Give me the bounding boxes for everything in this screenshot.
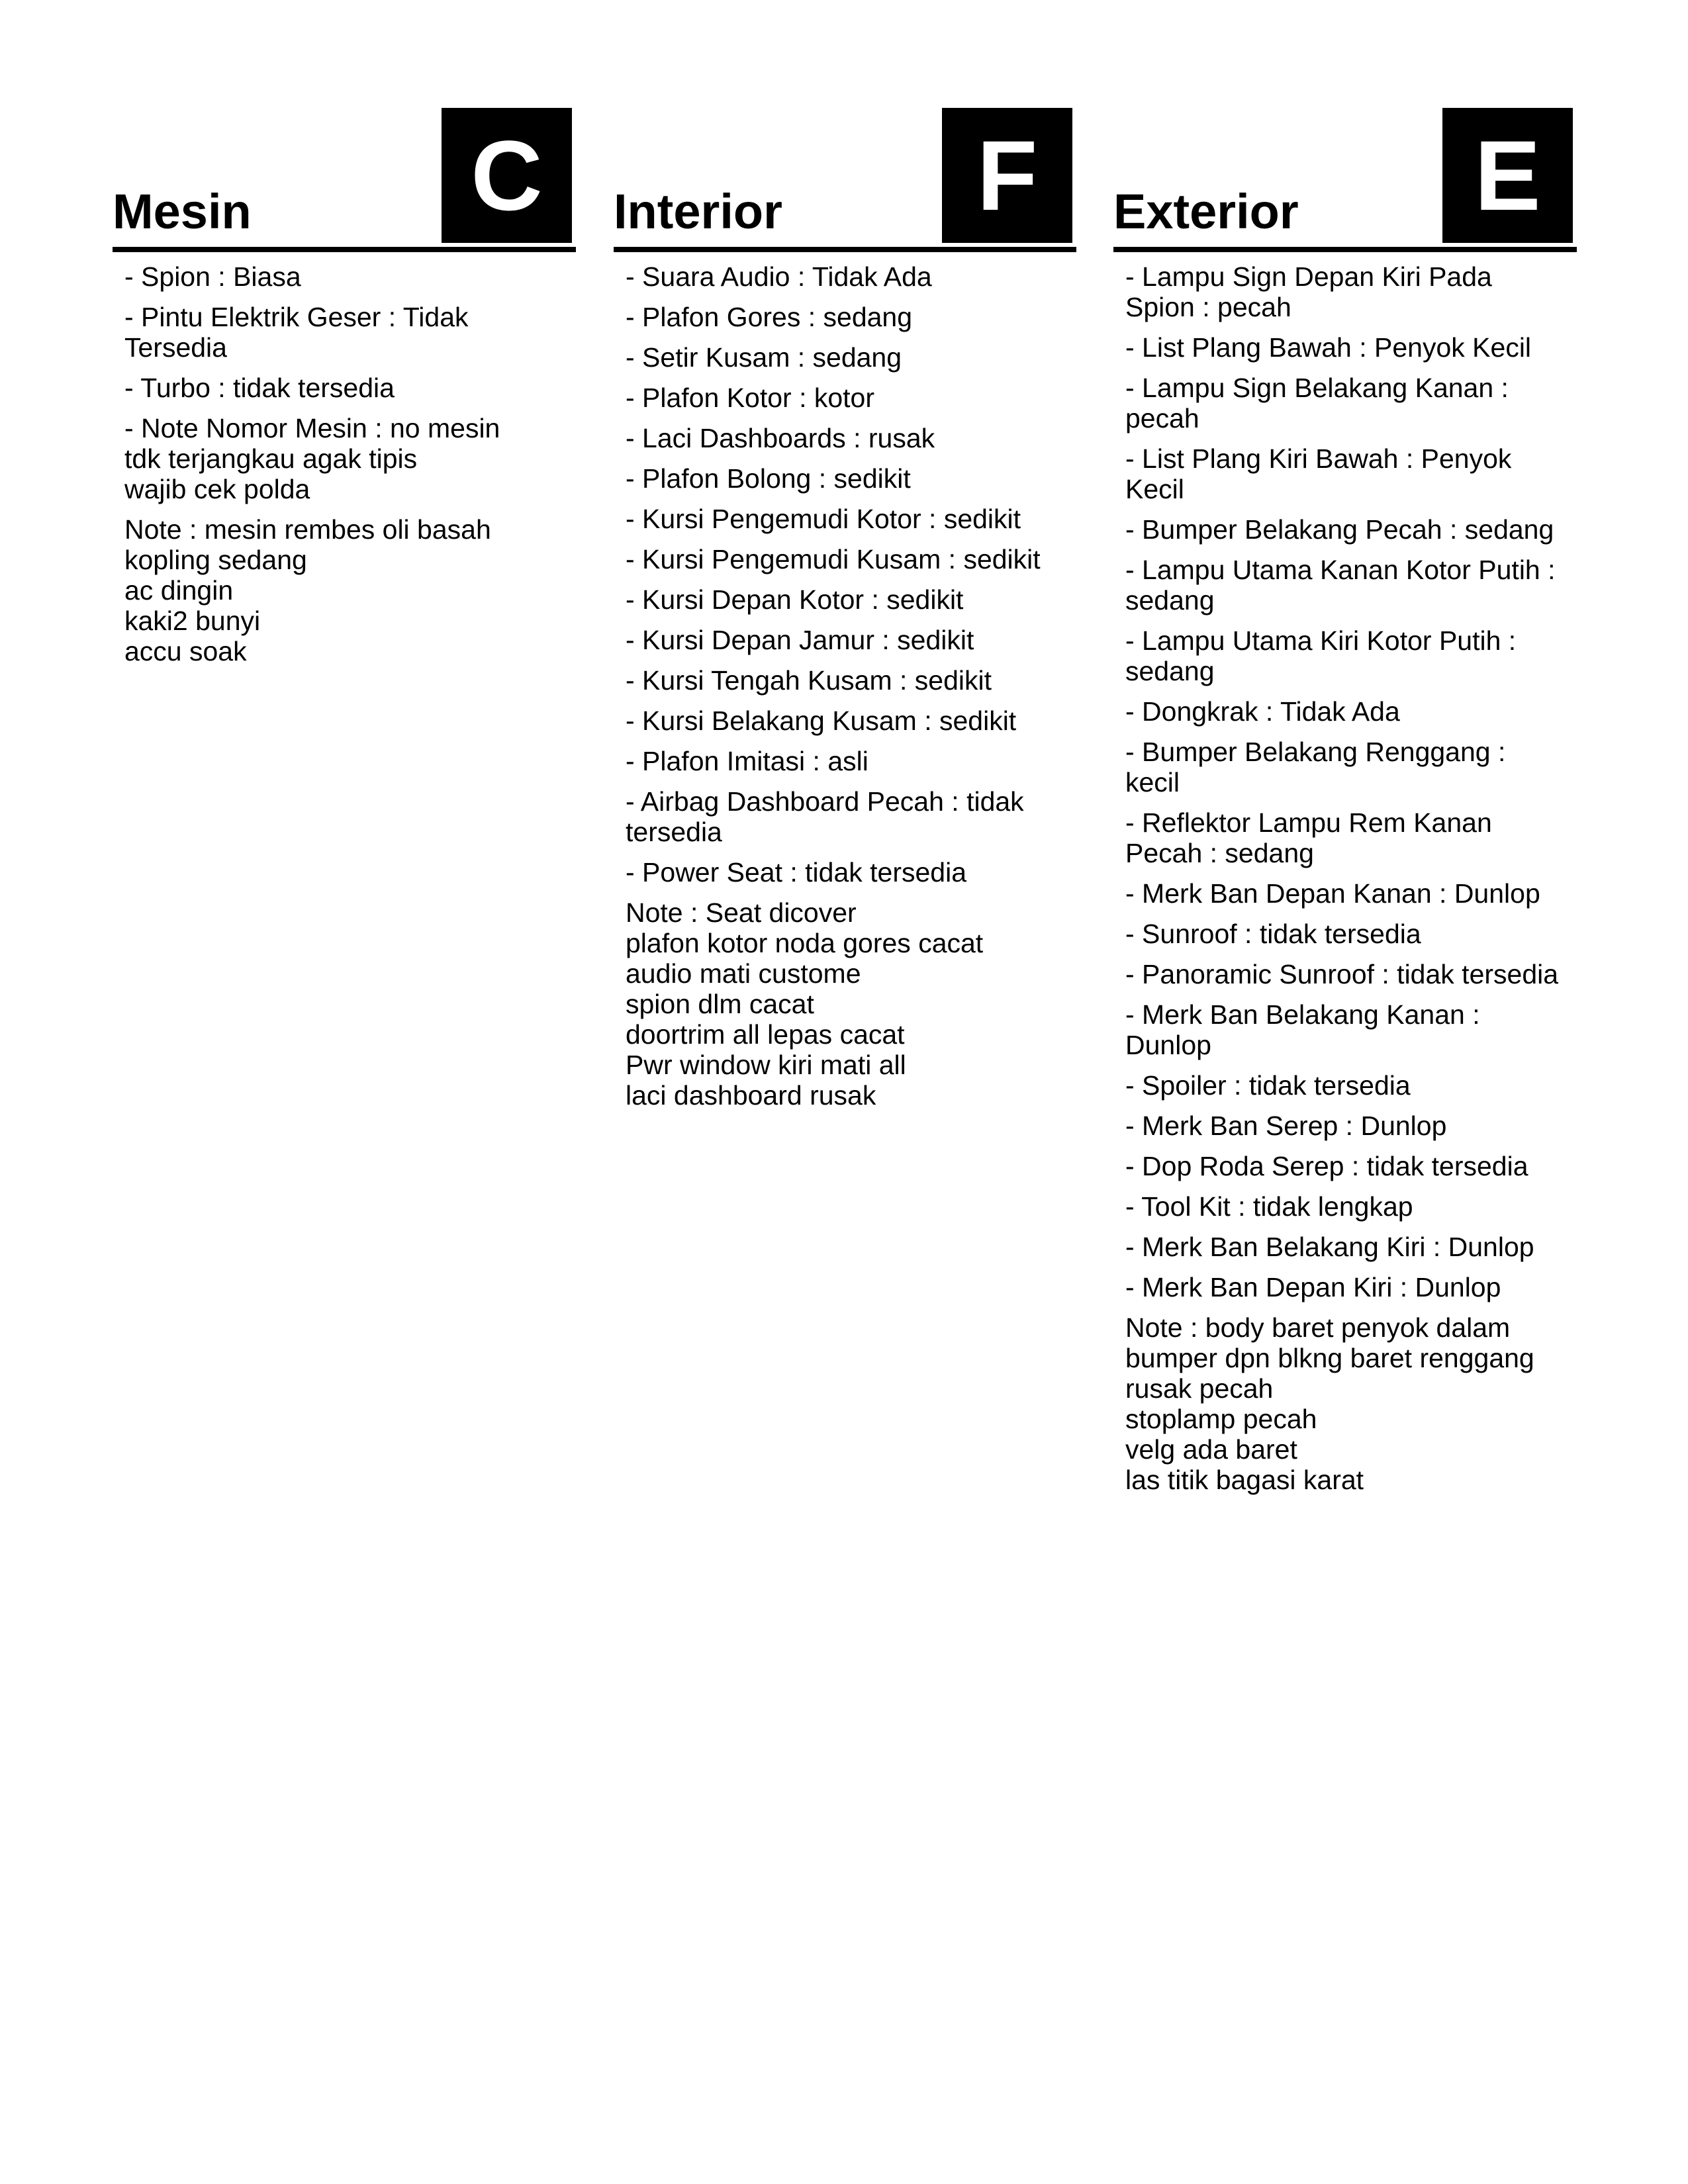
list-item: - Merk Ban Serep : Dunlop — [1125, 1111, 1447, 1141]
list-item: - Suara Audio : Tidak Ada — [626, 261, 932, 292]
list-item: - Dongkrak : Tidak Ada — [1125, 696, 1400, 727]
list-item: - Plafon Kotor : kotor — [626, 383, 875, 413]
list-item: - Kursi Pengemudi Kotor : sedikit — [626, 504, 1021, 534]
list-item: - Panoramic Sunroof : tidak tersedia — [1125, 959, 1559, 989]
list-item: - Merk Ban Depan Kiri : Dunlop — [1125, 1272, 1501, 1302]
list-item: - Spion : Biasa — [124, 261, 301, 292]
list-item: - Dop Roda Serep : tidak tersedia — [1125, 1151, 1528, 1181]
list-item: - Plafon Bolong : sedikit — [626, 463, 911, 494]
section-note: Note : Seat dicover plafon kotor noda gores cacat audio mati custome spion dlm cacat doortrim all lepas cacat Pwr window kiri mati all laci dashboard rusak — [626, 897, 984, 1111]
section-title: Exterior — [1113, 184, 1299, 239]
list-item: - Kursi Depan Jamur : sedikit — [626, 625, 974, 655]
list-item: - Power Seat : tidak tersedia — [626, 857, 967, 887]
list-item: - Pintu Elektrik Geser : Tidak Tersedia — [124, 302, 469, 363]
section-header — [1113, 108, 1573, 252]
section-header — [614, 108, 1072, 252]
grade-badge: C — [442, 108, 572, 243]
list-item: - Note Nomor Mesin : no mesin tdk terjangkau agak tipis wajib cek polda — [124, 413, 500, 504]
list-item: - Merk Ban Depan Kanan : Dunlop — [1125, 878, 1540, 909]
list-item: - Airbag Dashboard Pecah : tidak tersedia — [626, 786, 1024, 847]
list-item: - Plafon Imitasi : asli — [626, 746, 868, 776]
header-rule — [614, 247, 1076, 252]
list-item: - Bumper Belakang Renggang : kecil — [1125, 737, 1506, 797]
header-rule — [113, 247, 576, 252]
section-title: Mesin — [113, 184, 252, 239]
list-item: - Kursi Pengemudi Kusam : sedikit — [626, 544, 1041, 574]
header-rule — [1113, 247, 1577, 252]
list-item: - Merk Ban Belakang Kiri : Dunlop — [1125, 1232, 1534, 1262]
inspection-list — [1113, 261, 1573, 1495]
grade-badge: E — [1442, 108, 1573, 243]
section-mesin — [113, 108, 572, 676]
list-item: - Laci Dashboards : rusak — [626, 423, 935, 453]
list-item: - Kursi Depan Kotor : sedikit — [626, 584, 964, 615]
list-item: - Turbo : tidak tersedia — [124, 373, 395, 403]
section-header — [113, 108, 572, 252]
list-item: - Sunroof : tidak tersedia — [1125, 919, 1421, 949]
list-item: - Merk Ban Belakang Kanan : Dunlop — [1125, 999, 1480, 1060]
list-item: - Kursi Belakang Kusam : sedikit — [626, 705, 1017, 736]
section-title: Interior — [614, 184, 782, 239]
list-item: - Lampu Sign Belakang Kanan : pecah — [1125, 373, 1509, 433]
section-note: Note : mesin rembes oli basah kopling sedang ac dingin kaki2 bunyi accu soak — [124, 514, 491, 666]
section-note: Note : body baret penyok dalam bumper dpn blkng baret renggang rusak pecah stoplamp pecah velg ada baret las titik bagasi karat — [1125, 1312, 1534, 1495]
inspection-list — [113, 261, 572, 666]
list-item: - Lampu Sign Depan Kiri Pada Spion : pecah — [1125, 261, 1492, 322]
list-item: - Tool Kit : tidak lengkap — [1125, 1191, 1413, 1222]
list-item: - Spoiler : tidak tersedia — [1125, 1070, 1411, 1101]
list-item: - Setir Kusam : sedang — [626, 342, 902, 373]
list-item: - Lampu Utama Kiri Kotor Putih : sedang — [1125, 625, 1517, 686]
inspection-list — [614, 261, 1072, 1111]
list-item: - Bumper Belakang Pecah : sedang — [1125, 514, 1554, 545]
list-item: - Plafon Gores : sedang — [626, 302, 913, 332]
list-item: - List Plang Kiri Bawah : Penyok Kecil — [1125, 443, 1512, 504]
section-exterior — [1113, 108, 1573, 1505]
list-item: - Lampu Utama Kanan Kotor Putih : sedang — [1125, 555, 1556, 615]
grade-badge: F — [942, 108, 1072, 243]
list-item: - Reflektor Lampu Rem Kanan Pecah : sedang — [1125, 807, 1492, 868]
list-item: - List Plang Bawah : Penyok Kecil — [1125, 332, 1532, 363]
list-item: - Kursi Tengah Kusam : sedikit — [626, 665, 992, 696]
section-interior — [614, 108, 1072, 1120]
